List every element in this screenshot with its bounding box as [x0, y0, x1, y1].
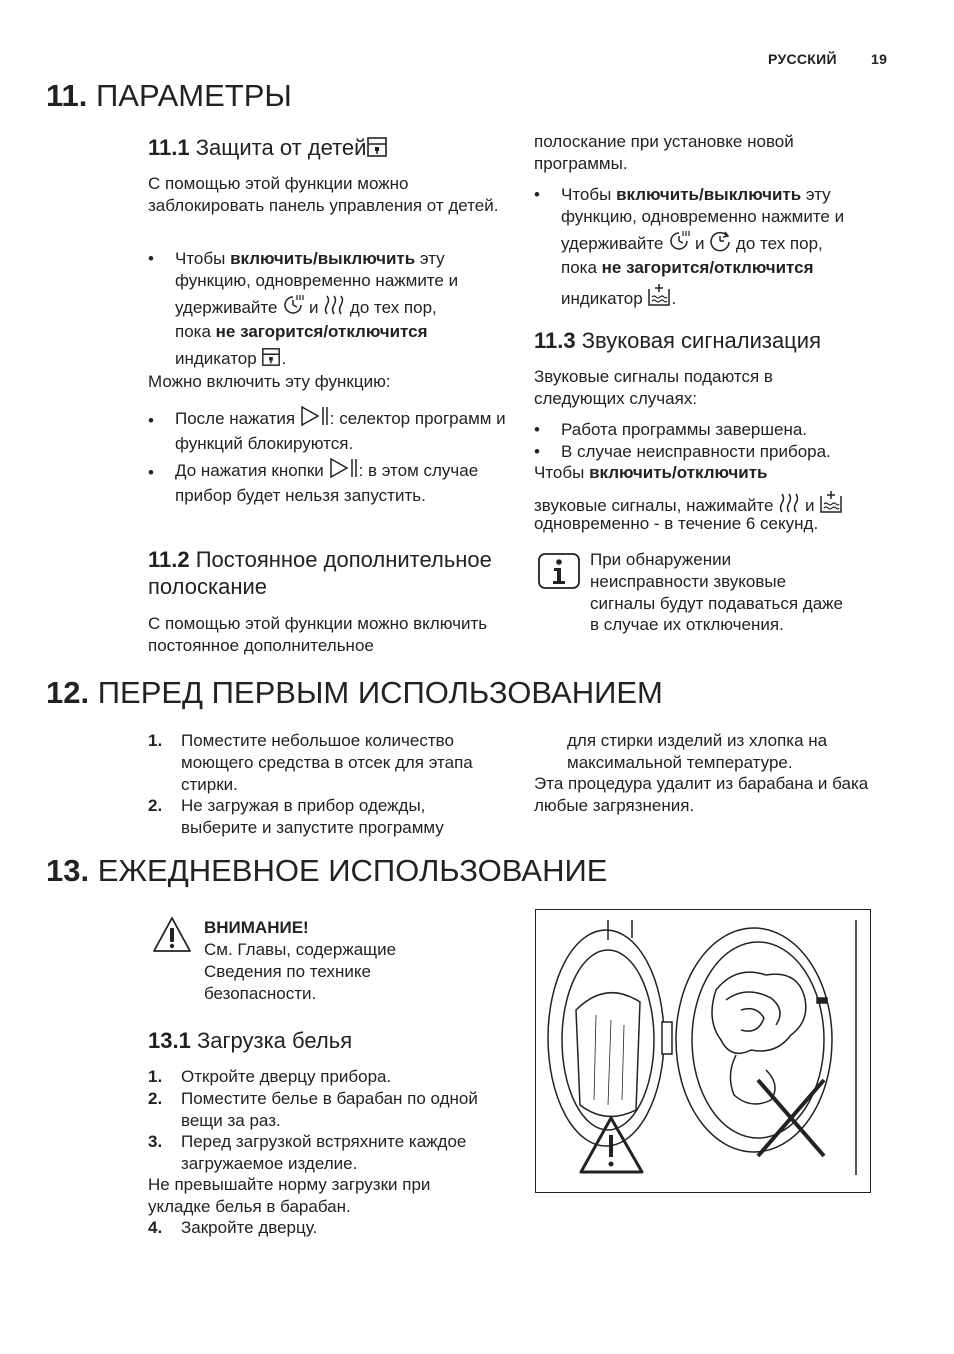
first-use-note: Эта процедура удалит из барабана и бака любые загрязнения.	[534, 774, 869, 815]
subsection-11-1-intro: С помощью этой функции можно заблокировать панель управления от детей.	[148, 174, 499, 215]
washing-machine-illustration	[535, 909, 871, 1193]
subsection-11-3-heading: 11.3 Звуковая сигнализация	[534, 328, 821, 353]
child-lock-instruction-line3: удерживайте и до тех пор,	[175, 294, 437, 322]
delay-start-icon	[668, 230, 690, 258]
timer-icon	[709, 230, 731, 258]
load-step-2: Поместите белье в барабан по одной вещи за раз.	[181, 1089, 478, 1130]
sound-toggle-line3: одновременно - в течение 6 секунд.	[534, 514, 819, 533]
bullet: •	[148, 411, 154, 430]
child-lock-instruction: Чтобы включить/выключить эту функцию, одновременно нажмите и	[175, 249, 459, 290]
extra-rinse-instruction-line3: удерживайте и до тех пор,	[561, 230, 823, 258]
start-pause-icon	[300, 405, 330, 433]
extra-rinse-instruction-line4: пока не загорится/отключится	[561, 258, 814, 277]
warning-icon	[152, 916, 192, 959]
subsection-11-2-heading: 11.2 Постоянное дополнительное полоскание	[148, 547, 492, 599]
child-lock-can-enable: Можно включить эту функцию:	[148, 372, 391, 391]
extra-rinse-instruction-line5: индикатор .	[561, 283, 676, 313]
bullet: •	[534, 185, 540, 204]
sound-case-2: В случае неисправности прибора.	[561, 442, 831, 461]
sound-toggle-line1: Чтобы включить/отключить	[534, 463, 768, 482]
child-lock-before-start: До нажатия кнопки : в этом случае прибор будет нельзя запустить.	[175, 457, 505, 507]
subsection-11-2-intro-part2: полоскание при установке новой программы.	[534, 132, 794, 173]
step-number: 1.	[148, 731, 163, 750]
info-note-text: При обнаружении неисправности звуковые сигналы будут подаваться даже в случае их отключения.	[590, 550, 843, 635]
bullet: •	[148, 249, 154, 268]
step-number: 2.	[148, 1089, 163, 1108]
step-number: 2.	[148, 796, 163, 815]
section-12-heading: 12. ПЕРЕД ПЕРВЫМ ИСПОЛЬЗОВАНИЕМ	[46, 675, 663, 710]
bullet: •	[534, 420, 540, 439]
step-number: 1.	[148, 1067, 163, 1086]
header-language: РУССКИЙ	[768, 51, 837, 67]
subsection-11-2-intro-part1: С помощью этой функции можно включить постоянное дополнительное	[148, 614, 488, 655]
page-number: 19	[871, 51, 888, 67]
subsection-13-1-heading: 13.1 Загрузка белья	[148, 1028, 353, 1053]
subsection-11-1-heading: 11.1 Защита от детей	[148, 134, 388, 164]
load-note: Не превышайте норму загрузки при укладке белья в барабан.	[148, 1175, 431, 1216]
section-13-heading: 13. ЕЖЕДНЕВНОЕ ИСПОЛЬЗОВАНИЕ	[46, 853, 608, 888]
info-icon	[538, 553, 580, 594]
first-use-step-2-part1: Не загружая в прибор одежды, выберите и запустите программу	[181, 796, 444, 837]
child-lock-after-start: После нажатия : селектор программ и функций блокируются.	[175, 405, 515, 455]
child-lock-icon	[261, 347, 281, 373]
child-lock-instruction-line5: индикатор .	[175, 347, 286, 373]
sound-case-1: Работа программы завершена.	[561, 420, 808, 439]
section-11-heading: 11. ПАРАМЕТРЫ	[46, 78, 292, 113]
warning-title: ВНИМАНИЕ!	[204, 918, 309, 937]
load-step-4: Закройте дверцу.	[181, 1218, 318, 1237]
subsection-11-3-intro: Звуковые сигналы подаются в следующих случаях:	[534, 367, 773, 408]
extra-rinse-instruction: Чтобы включить/выключить эту функцию, одновременно нажмите и	[561, 185, 845, 226]
extra-rinse-icon	[819, 490, 843, 520]
warning-text: См. Главы, содержащие Сведения по технике безопасности.	[204, 940, 397, 1003]
first-use-step-2-part2: для стирки изделий из хлопка на максимальной температуре.	[567, 731, 828, 772]
steam-icon	[323, 294, 345, 322]
load-step-3: Перед загрузкой встряхните каждое загружаемое изделие.	[181, 1132, 467, 1173]
child-lock-icon	[366, 136, 388, 164]
bullet: •	[534, 442, 540, 461]
sound-toggle-line2: звуковые сигналы, нажимайте и	[534, 490, 843, 520]
bullet: •	[148, 463, 154, 482]
child-lock-instruction-line4: пока не загорится/отключится	[175, 322, 428, 341]
extra-rinse-icon	[647, 283, 671, 313]
step-number: 3.	[148, 1132, 163, 1151]
delay-start-icon	[282, 294, 304, 322]
load-step-1: Откройте дверцу прибора.	[181, 1067, 392, 1086]
start-pause-icon	[329, 457, 359, 485]
first-use-step-1: Поместите небольшое количество моющего средства в отсек для этапа стирки.	[181, 731, 473, 794]
step-number: 4.	[148, 1218, 163, 1237]
